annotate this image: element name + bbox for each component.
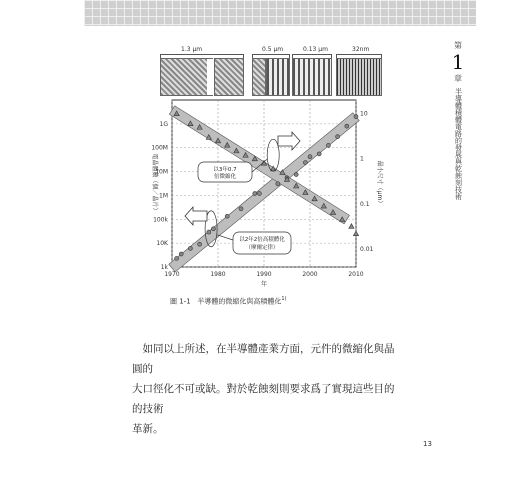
- transistor-point: [294, 173, 298, 177]
- y-left-axis-title: 電晶體數（個／晶片）: [151, 153, 158, 214]
- y-left-tick-label: 10K: [156, 240, 168, 248]
- y-right-tick-label: 0.1: [360, 200, 370, 208]
- transistor-point: [257, 192, 261, 196]
- y-right-tick-label: 10: [360, 110, 368, 118]
- transistor-point: [175, 256, 179, 260]
- figure-caption: [170, 296, 287, 306]
- feature-size-point: [349, 224, 354, 229]
- annotation-leader-2: [217, 235, 233, 240]
- transistor-point: [276, 182, 280, 186]
- feature-size-point: [353, 231, 358, 236]
- transistor-point: [198, 242, 202, 246]
- page-number: 13: [423, 440, 432, 448]
- x-tick-label: 2010: [348, 271, 364, 278]
- y-left-tick-label: 1k: [160, 264, 168, 271]
- body-line-1: 如同以上所述，在半導體產業方面，元件的微縮化與晶圓的: [132, 343, 395, 375]
- x-tick-label: 1970: [164, 271, 180, 278]
- x-tick-label: 1990: [256, 271, 272, 278]
- left-axis-arrow: [185, 207, 207, 225]
- transistor-point: [207, 230, 211, 234]
- caption-note: 1): [281, 296, 287, 302]
- x-tick-label: 2000: [302, 271, 318, 278]
- transistor-point: [308, 155, 312, 159]
- body-paragraph: [132, 339, 402, 439]
- transistor-point: [326, 143, 330, 147]
- transistor-point: [354, 115, 358, 119]
- chapter-tab: [448, 40, 468, 200]
- chapter-suffix: 章: [454, 74, 462, 83]
- y-left-tick-label: 10M: [155, 168, 168, 176]
- transistor-point: [317, 152, 321, 156]
- transistor-point: [253, 192, 257, 196]
- annotation-2-line-2: （摩爾定律）: [245, 245, 279, 251]
- chapter-title: 半導體積體電路的發展與乾蝕刻技術: [454, 88, 463, 200]
- body-line-2: 大口徑化不可或缺。對於乾蝕刻則要求爲了實現這些目的的技術: [132, 383, 395, 415]
- y-right-tick-label: 1: [360, 155, 364, 163]
- x-tick-label: 1980: [210, 271, 226, 278]
- y-left-tick-label: 1G: [159, 120, 168, 128]
- y-right-axis-title: 最小尺寸（μm）: [376, 160, 383, 207]
- y-left-tick-label: 100k: [153, 216, 168, 224]
- caption-text: 半導體的微縮化與高積體化: [197, 297, 282, 306]
- transistor-point: [239, 207, 243, 211]
- transistor-point: [225, 214, 229, 218]
- chapter-prefix: 第: [454, 41, 462, 50]
- process-label-2: 0.5 μm: [262, 46, 284, 53]
- y-right-tick-label: 0.01: [360, 246, 374, 254]
- transistor-point: [188, 246, 192, 250]
- annotation-1-line-2: 倍微縮化: [213, 174, 237, 180]
- y-left-tick-label: 1M: [159, 192, 168, 200]
- caption-figure-no: 圖 1-1: [170, 297, 191, 306]
- transistor-point: [345, 124, 349, 128]
- chapter-number: 1: [451, 50, 465, 74]
- x-axis-title: 年: [260, 281, 268, 288]
- right-axis-arrow: [278, 132, 300, 150]
- body-line-3: 革新。: [132, 423, 164, 435]
- process-label-3: 0.13 μm: [303, 46, 328, 53]
- process-label-1: 1.3 μm: [181, 46, 203, 53]
- y-left-tick-label: 100M: [151, 144, 168, 152]
- annotation-1-line-1: 以3年0.7: [213, 167, 237, 173]
- transistor-point: [336, 135, 340, 139]
- process-label-4: 32nm: [352, 46, 370, 53]
- transistor-point: [211, 227, 215, 231]
- annotation-2-line-1: 以2年2倍高積體化: [239, 237, 285, 243]
- transistor-point: [303, 161, 307, 165]
- transistor-point: [179, 252, 183, 256]
